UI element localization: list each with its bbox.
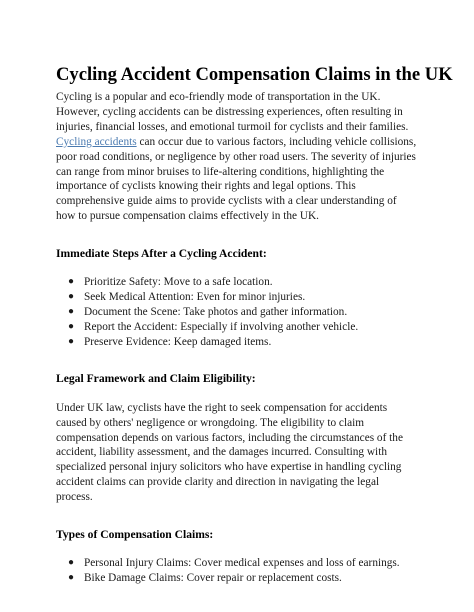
list-item bbox=[68, 305, 418, 320]
list-item-text: Seek Medical Attention: Even for minor injuries. bbox=[84, 291, 306, 304]
intro-paragraph bbox=[56, 90, 418, 224]
legal-framework-heading: Legal Framework and Claim Eligibility: bbox=[56, 371, 256, 385]
list-item-text: Report the Accident: Especially if involving another vehicle. bbox=[84, 320, 359, 333]
immediate-steps-heading: Immediate Steps After a Cycling Accident: bbox=[56, 247, 267, 261]
list-item bbox=[68, 335, 418, 350]
bullet-icon: ● bbox=[68, 320, 75, 332]
list-item bbox=[68, 556, 418, 571]
list-item-text: Prioritize Safety: Move to a safe location. bbox=[84, 276, 273, 289]
list-item-text: Personal Injury Claims: Cover medical expenses and loss of earnings. bbox=[84, 557, 400, 570]
list-item bbox=[68, 290, 418, 305]
list-item-text: Document the Scene: Take photos and gather information. bbox=[84, 305, 348, 318]
bullet-icon: ● bbox=[68, 571, 75, 583]
bullet-icon: ● bbox=[68, 276, 75, 288]
immediate-steps-list bbox=[56, 275, 418, 350]
bullet-icon: ● bbox=[68, 291, 75, 303]
bullet-icon: ● bbox=[68, 557, 75, 569]
list-item bbox=[68, 571, 418, 586]
list-item-text: Bike Damage Claims: Cover repair or replacement costs. bbox=[84, 571, 342, 584]
list-item bbox=[68, 320, 418, 335]
intro-text-after-link: can occur due to various factors, including vehicle collisions, poor road conditions, or negligence by other road users. The severity of injuries can range from minor bruises to life-altering conditions, highlighting the importance of cyclists knowing their rights and legal options. This comprehensive guide aims to provide cyclists with a clear understanding of how to pursue compensation claims effectively in the UK. bbox=[56, 135, 417, 223]
types-of-claims-heading: Types of Compensation Claims: bbox=[56, 528, 214, 542]
legal-framework-paragraph: Under UK law, cyclists have the right to seek compensation for accidents caused by others' negligence or wrongdoing. The eligibility to claim compensation depends on various factors, including the circumstances of the accident, liability assessment, and the damages incurred. Consulting with specialized personal injury solicitors who have expertise in handling cycling accident claims can provide clarity and direction in navigating the legal process. bbox=[56, 401, 403, 504]
document-page bbox=[56, 64, 453, 586]
page-title: Cycling Accident Compensation Claims in the UK bbox=[56, 64, 453, 85]
intro-text-before-link: Cycling is a popular and eco-friendly mode of transportation in the UK. However, cycling accidents can be distressing experiences, often resulting in injuries, financial losses, and emotional turmoil for cyclists and their families. bbox=[56, 91, 409, 133]
types-of-claims-list bbox=[56, 556, 418, 586]
bullet-icon: ● bbox=[68, 335, 75, 347]
list-item bbox=[68, 275, 418, 290]
list-item-text: Preserve Evidence: Keep damaged items. bbox=[84, 335, 272, 348]
cycling-accidents-link[interactable]: Cycling accidents bbox=[56, 135, 137, 148]
bullet-icon: ● bbox=[68, 305, 75, 317]
